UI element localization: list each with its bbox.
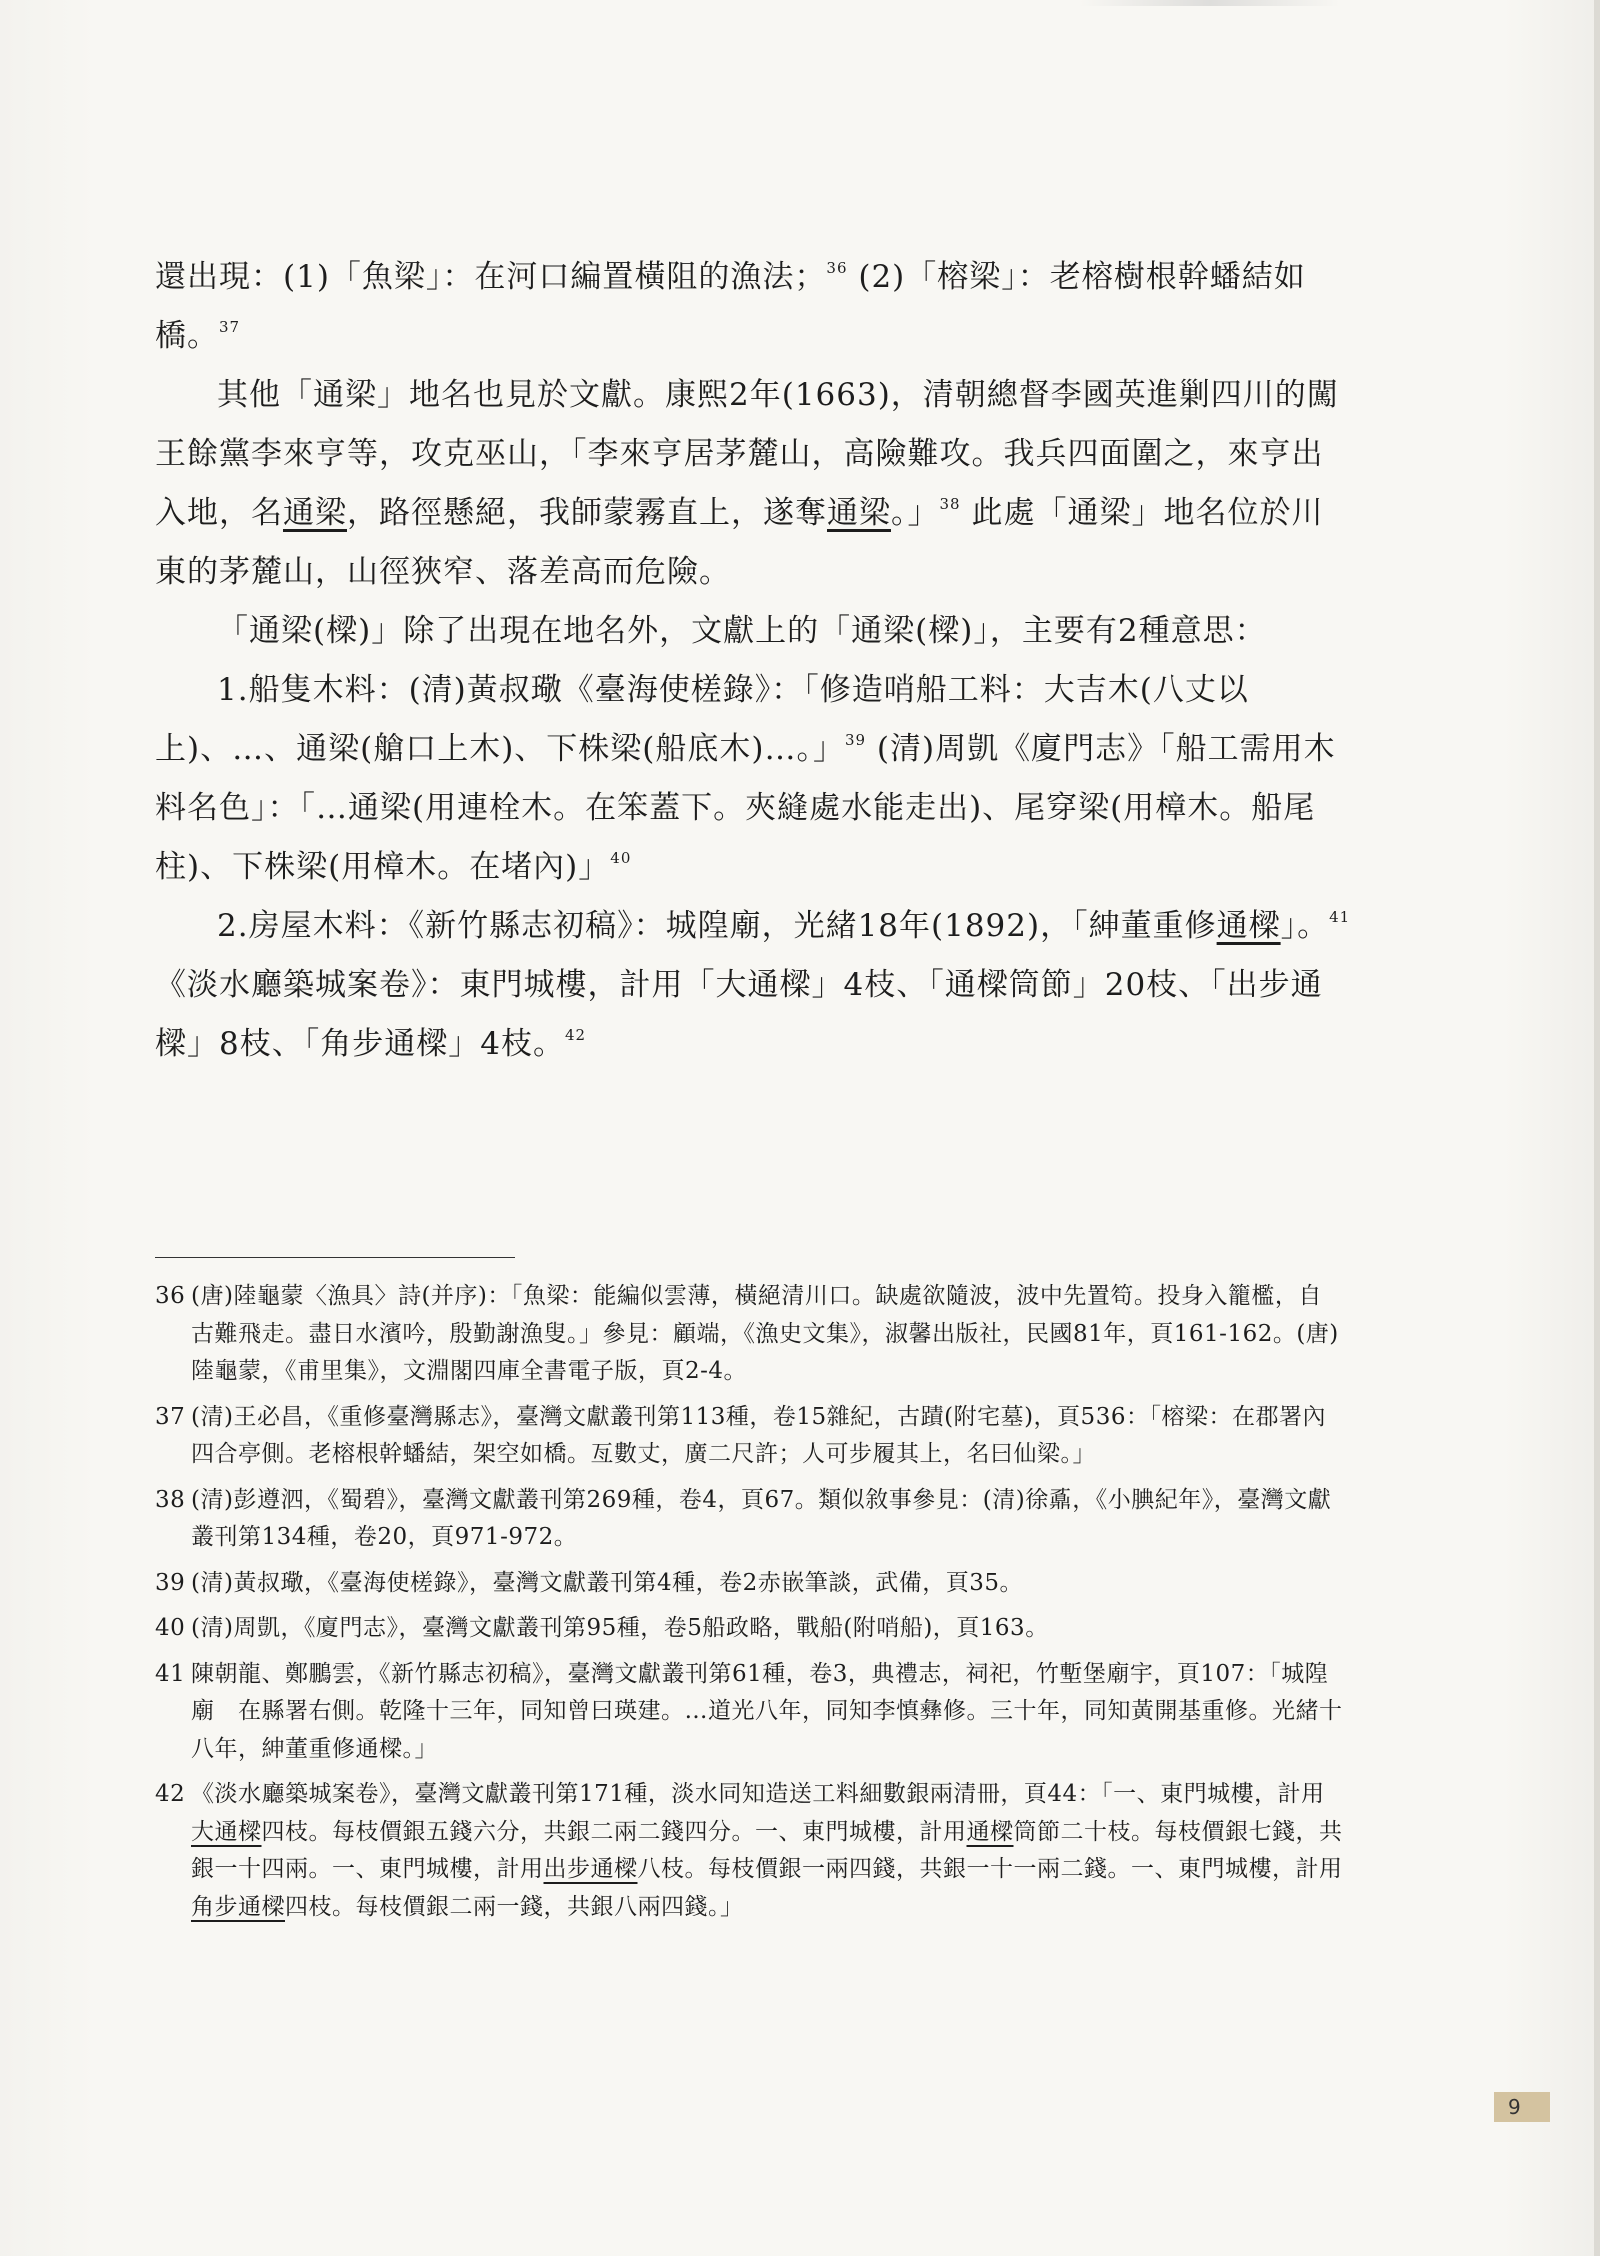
paragraph-1 xyxy=(155,248,1355,366)
p2-text-c: 。」 xyxy=(891,495,940,531)
footnote-ref-38[interactable]: 38 xyxy=(939,495,961,513)
p5-text-b: 」。 xyxy=(1280,908,1330,944)
footnote-number: 36 xyxy=(155,1283,186,1309)
p3-text: 「通梁(樑)」除了出現在地名外，文獻上的「通梁(樑)」，主要有2種意思： xyxy=(217,613,1267,649)
p2-underline-2: 通梁 xyxy=(827,495,891,531)
footnote-number: 40 xyxy=(155,1615,186,1641)
n42-text-e: 四枝。每枝價銀二兩一錢，共銀八兩四錢。」 xyxy=(285,1893,744,1920)
footnote-ref-37[interactable]: 37 xyxy=(219,318,241,336)
p5-underline-1: 通樑 xyxy=(1216,908,1281,944)
footnote-ref-41[interactable]: 41 xyxy=(1329,908,1351,926)
footnote-41 xyxy=(155,1656,1345,1769)
n42-underline-3: 出步通樑 xyxy=(543,1856,638,1882)
footnote-36 xyxy=(155,1278,1345,1391)
p1-text-a: 還出現：(1)「魚梁」：在河口編置橫阻的漁法； xyxy=(155,259,827,295)
n42-text-a: 《淡水廳築城案卷》，臺灣文獻叢刊第171種，淡水同知造送工料細數銀兩清冊，頁44：「一、東門城樓，計用 xyxy=(191,1781,1325,1807)
p5-text-c: 《淡水廳築城案卷》：東門城樓，計用「大通樑」4枝、「通樑筒節」20枝、「出步通樑」8枝、「角步通樑」4枝。 xyxy=(155,967,1323,1062)
n42-text-b: 四枝。每枝價銀五錢六分，共銀二兩二錢四分。一、東門城樓，計用 xyxy=(261,1818,967,1845)
page-edge xyxy=(1594,0,1600,2256)
paragraph-2 xyxy=(155,366,1355,602)
n42-text-c: 筒節二十枝。每枝價銀七錢，共銀一十四兩。一、東門城樓，計用 xyxy=(191,1818,1343,1882)
footnote-37 xyxy=(155,1399,1345,1474)
n42-underline-4: 角步通樑 xyxy=(191,1893,285,1920)
footnote-divider xyxy=(155,1257,515,1258)
footnote-text: 陳朝龍、鄭鵬雲，《新竹縣志初稿》，臺灣文獻叢刊第61種，卷3，典禮志，祠祀，竹塹堡廟宇，頁107：「城隍廟 在縣署右側。乾隆十三年，同知曾曰瑛建。…道光八年，同知李慎彝修。三十年，同知黃開基重修。光緒十八年，紳董重修通樑。」 xyxy=(191,1660,1343,1762)
footnotes xyxy=(155,1278,1345,1934)
page-number: 9 xyxy=(1494,2092,1550,2122)
footnote-text: (唐)陸龜蒙〈漁具〉詩(并序)：「魚梁：能編似雲薄，橫絕清川口。缺處欲隨波，波中先置笱。投身入籠檻，自古難飛走。盡日水濱吟，殷勤謝漁叟。」參見：顧端，《漁史文集》，淑馨出版社，民國81年，頁161-162。(唐)陸龜蒙，《甫里集》，文淵閣四庫全書電子版，頁2-4。 xyxy=(191,1283,1339,1384)
footnote-ref-36[interactable]: 36 xyxy=(826,259,848,277)
n42-underline-2: 通樑 xyxy=(966,1818,1014,1845)
p4-text-b: (清)周凱《廈門志》「船工需用木料名色」：「…通梁(用連栓木。在笨蓋下。夾縫處水能走出)、尾穿梁(用樟木。船尾柱)、下株梁(用樟木。在堵內)」 xyxy=(155,731,1336,885)
footnote-ref-39[interactable]: 39 xyxy=(844,731,867,749)
p2-text-d: 此處「通梁」地名位於川東的茅麓山，山徑狹窄、落差高而危險。 xyxy=(155,495,1324,590)
footnote-text xyxy=(191,1776,1345,1926)
footnote-number: 39 xyxy=(155,1569,186,1596)
p2-underline-1: 通梁 xyxy=(283,495,347,531)
footnote-number: 42 xyxy=(155,1781,186,1807)
footnote-text: (清)彭遵泗，《蜀碧》，臺灣文獻叢刊第269種，卷4，頁67。類似敘事參見：(清)徐鼒，《小腆紀年》，臺灣文獻叢刊第134種，卷20，頁971-972。 xyxy=(191,1486,1332,1550)
paragraph-3 xyxy=(155,602,1355,661)
footnote-38 xyxy=(155,1482,1345,1557)
p1-text-b: (2)「榕梁」：老榕樹根幹蟠結如橋。 xyxy=(155,259,1306,354)
paragraph-5 xyxy=(155,897,1355,1074)
n42-underline-1: 大通樑 xyxy=(191,1818,262,1845)
footnote-42 xyxy=(155,1776,1345,1926)
footnote-ref-42[interactable]: 42 xyxy=(564,1026,587,1044)
footnote-text: (清)王必昌，《重修臺灣縣志》，臺灣文獻叢刊第113種，卷15雜紀，古蹟(附宅墓)，頁536：「榕梁：在郡署內四合亭側。老榕根幹蟠結，架空如橋。亙數丈，廣二尺許；人可步履其上，名曰仙梁。」 xyxy=(191,1403,1326,1467)
footnote-ref-40[interactable]: 40 xyxy=(610,849,632,867)
p5-text-a: 2.房屋木料：《新竹縣志初稿》：城隍廟，光緒18年(1892)，「紳董重修 xyxy=(217,908,1217,944)
footnote-number: 37 xyxy=(155,1403,186,1430)
main-text xyxy=(155,248,1355,1074)
footnote-text: (清)黃叔璥，《臺海使槎錄》，臺灣文獻叢刊第4種，卷2赤嵌筆談，武備，頁35。 xyxy=(191,1569,1023,1596)
footnote-number: 41 xyxy=(155,1660,186,1687)
p2-text-a: 其他「通梁」地名也見於文獻。康熙2年(1663)，清朝總督李國英進剿四川的闖王餘黨李來亨等，攻克巫山，「李來亨居茅麓山，高險難攻。我兵四面圍之，來亨出入地，名 xyxy=(155,377,1339,531)
footnote-40 xyxy=(155,1610,1345,1648)
scan-mark xyxy=(1080,0,1340,6)
footnote-text: (清)周凱，《廈門志》，臺灣文獻叢刊第95種，卷5船政略，戰船(附哨船)，頁163。 xyxy=(191,1615,1049,1641)
paragraph-4 xyxy=(155,661,1355,897)
n42-text-d: 八枝。每枝價銀一兩四錢，共銀一十一兩二錢。一、東門城樓，計用 xyxy=(637,1856,1343,1882)
footnote-number: 38 xyxy=(155,1486,186,1513)
footnote-39 xyxy=(155,1565,1345,1603)
p2-text-b: ，路徑懸絕，我師蒙霧直上，遂奪 xyxy=(347,495,827,531)
p4-text-a: 1.船隻木料：(清)黃叔璥《臺海使槎錄》：「修造哨船工料：大吉木(八丈以上)、…、通梁(艙口上木)、下株梁(船底木)…。」 xyxy=(155,672,1249,767)
